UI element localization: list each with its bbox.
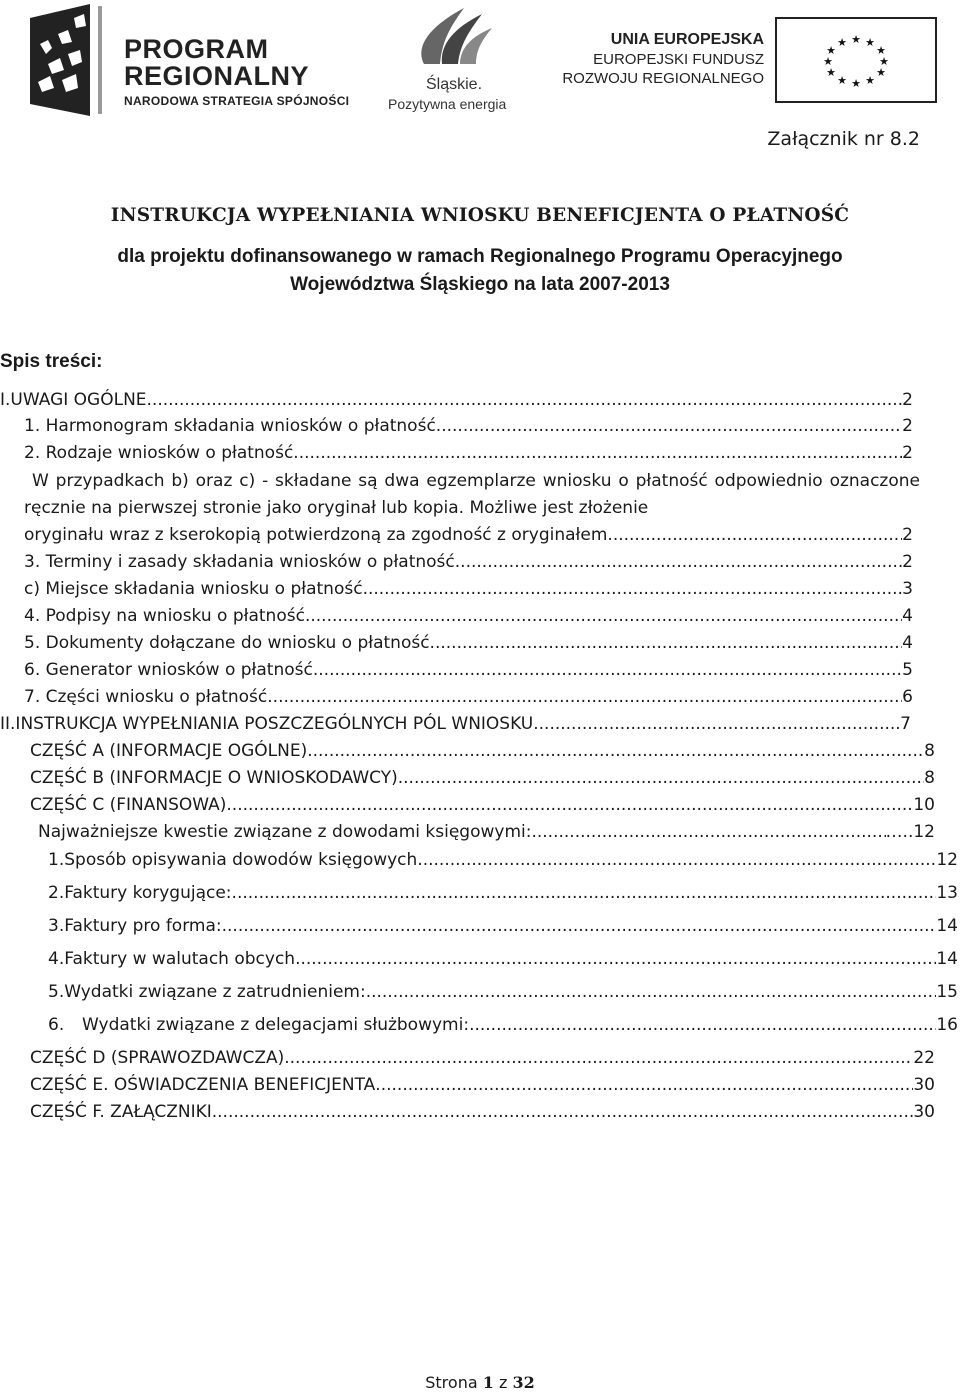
toc-entry-page: 16 (936, 1015, 958, 1035)
toc-entry-text: CZĘŚĆ F. ZAŁĄCZNIKI (30, 1102, 212, 1122)
toc-entry-dokumenty[interactable] (24, 631, 913, 655)
program-regionalny-logo (18, 4, 358, 116)
toc-entry-text: 6. Generator wniosków o płatność (24, 660, 313, 680)
toc-entry-czesci[interactable] (24, 685, 913, 709)
svg-text:★: ★ (865, 74, 875, 87)
toc-entry-rodzaje[interactable] (24, 441, 913, 465)
svg-text:★: ★ (826, 66, 836, 79)
svg-text:★: ★ (837, 74, 847, 87)
svg-text:★: ★ (876, 44, 886, 57)
program-logo-line1: PROGRAM (124, 34, 269, 64)
toc-entry-text: Najważniejsze kwestie związane z dowodami księgowymi: (38, 822, 532, 842)
footer-page-number: 1 (482, 1373, 494, 1392)
svg-text:★: ★ (823, 55, 833, 68)
toc-entry-faktury-pro-forma[interactable] (48, 914, 958, 938)
slaskie-logo (384, 4, 534, 116)
toc-entry-text: CZĘŚĆ E. OŚWIADCZENIA BENEFICJENTA (30, 1075, 376, 1095)
svg-text:★: ★ (879, 55, 889, 68)
toc-entry-page: 10 (913, 795, 935, 815)
toc-entry-page: 30 (913, 1102, 935, 1122)
program-logo-line3: NARODOWA STRATEGIA SPÓJNOŚCI (124, 94, 350, 108)
toc-entry-page: 8 (924, 768, 935, 788)
toc-entry-page: 22 (913, 1048, 935, 1068)
svg-text:★: ★ (851, 77, 861, 90)
toc-entry-page: 8 (924, 741, 935, 761)
toc-entry-text: CZĘŚĆ A (INFORMACJE OGÓLNE) (30, 741, 308, 761)
toc-entry-text: 7. Części wniosku o płatność (24, 687, 268, 707)
toc-entry-text: CZĘŚĆ C (FINANSOWA) (30, 795, 227, 815)
svg-text:★: ★ (876, 66, 886, 79)
toc-paragraph: W przypadkach b) oraz c) - składane są dwa egzemplarze wniosku o płatność odpowiednio oznaczone ręcznie na pierwszej stronie jako oryginał lub kopia. Możliwe jest złożenie (24, 471, 920, 518)
toc-entry-page: 13 (936, 883, 958, 903)
toc-entry-czesc-b[interactable] (30, 766, 935, 790)
toc-entry-czesc-c[interactable] (30, 793, 935, 817)
toc-entry-page: 14 (936, 916, 958, 936)
toc-entry-sposob[interactable] (48, 848, 958, 872)
toc-entry-wydatki-delegacje[interactable] (48, 1013, 958, 1037)
toc-entry-page: 5 (902, 660, 913, 680)
toc-entry-page: 4 (902, 606, 913, 626)
toc-entry-harmonogram[interactable] (24, 414, 913, 438)
toc-entry-number: 2. (48, 883, 65, 903)
toc-entry-page: …..12 (885, 822, 935, 842)
footer-of: z (498, 1373, 508, 1392)
toc-paragraph-last-line[interactable] (24, 523, 913, 547)
toc-entry-number: 4. (48, 949, 65, 969)
toc-entry-uwagi[interactable] (0, 388, 913, 412)
toc-entry-text: Faktury korygujące: (64, 883, 232, 903)
toc-entry-number: 6. (48, 1015, 65, 1035)
toc-entry-czesc-d[interactable] (30, 1046, 935, 1070)
ue-fund-logo-text (554, 30, 764, 100)
document-title: INSTRUKCJA WYPEŁNIANIA WNIOSKU BENEFICJENTA O PŁATNOŚĆ (110, 205, 850, 226)
toc-entry-text: Wydatki związane z delegacjami służbowymi: (82, 1015, 470, 1035)
toc-entry-page: 2 (902, 552, 913, 572)
slaskie-emblem-icon (384, 4, 524, 76)
slaskie-tagline: Pozytywna energia (388, 96, 507, 112)
program-regionalny-emblem-icon (18, 4, 118, 116)
toc-entry-page: 14 (936, 949, 958, 969)
ue-line3: ROZWOJU REGIONALNEGO (562, 70, 764, 87)
toc-entry-text: 1. Harmonogram składania wniosków o płatność (24, 416, 436, 436)
footer-page-total: 32 (512, 1373, 535, 1392)
toc-entry-page: 30 (913, 1075, 935, 1095)
document-subtitle (0, 243, 960, 299)
toc-entry-text: Wydatki związane z zatrudnieniem: (64, 982, 366, 1002)
toc-entry-page: 3 (902, 579, 913, 599)
toc-entry-page: 7 (900, 714, 911, 734)
toc-entry-generator[interactable] (24, 658, 913, 682)
toc-entry-faktury-korygujace[interactable] (48, 881, 958, 905)
page-footer (0, 1373, 960, 1392)
svg-text:★: ★ (826, 44, 836, 57)
toc-entry-text: 4. Podpisy na wniosku o płatność (24, 606, 305, 626)
toc-heading: Spis treści: (0, 351, 103, 372)
toc-entry-page: 6 (902, 687, 913, 707)
toc-entry-number: 3. (48, 916, 65, 936)
program-logo-line2: REGIONALNY (124, 61, 310, 91)
toc-entry-terminy[interactable] (24, 550, 913, 574)
toc-entry-page: 4 (902, 633, 913, 653)
toc-entry-text: Sposób opisywania dowodów księgowych (64, 850, 418, 870)
toc-entry-text: 2. Rodzaje wniosków o płatność (24, 443, 294, 463)
svg-text:★: ★ (837, 36, 847, 49)
ue-line2: EUROPEJSKI FUNDUSZ (593, 51, 764, 68)
toc-entry-page: 2 (902, 416, 913, 436)
toc-entry-page: 2 (902, 443, 913, 463)
toc-entry-text: 3. Terminy i zasady składania wniosków o płatność (24, 552, 455, 572)
toc-entry-wydatki-zatrudnienie[interactable] (48, 980, 958, 1004)
eu-flag-icon (775, 17, 937, 103)
ue-line1: UNIA EUROPEJSKA (610, 31, 764, 48)
toc-entry-text: I.UWAGI OGÓLNE (0, 390, 147, 410)
svg-text:★: ★ (851, 33, 861, 46)
toc-entry-page: 2 (902, 390, 913, 410)
toc-entry-text: CZĘŚĆ B (INFORMACJE O WNIOSKODAWCY) (30, 768, 398, 788)
toc-entry-text: c) Miejsce składania wniosku o płatność (24, 579, 363, 599)
svg-text:★: ★ (865, 36, 875, 49)
toc-entry-text: 5. Dokumenty dołączane do wniosku o płatność (24, 633, 430, 653)
toc-entry-page: 15 (936, 982, 958, 1002)
toc-entry-najwazniejsze[interactable] (38, 820, 935, 844)
toc-entry-text: II.INSTRUKCJA WYPEŁNIANIA POSZCZEGÓLNYCH PÓL WNIOSKU (0, 714, 534, 734)
toc-entry-czesc-a[interactable] (30, 739, 935, 763)
toc-entry-page: 12 (936, 850, 958, 870)
toc-entry-text: oryginału wraz z kserokopią potwierdzoną za zgodność z oryginałem. (24, 525, 613, 545)
toc-entry-czesc-f[interactable] (30, 1100, 935, 1124)
annex-label: Załącznik nr 8.2 (767, 128, 920, 150)
subtitle-line2: Województwa Śląskiego na lata 2007-2013 (290, 274, 670, 295)
toc-entry-number: 1. (48, 850, 65, 870)
toc-entry-faktury-walutach[interactable] (48, 947, 958, 971)
toc-entry-text: CZĘŚĆ D (SPRAWOZDAWCZA) (30, 1048, 285, 1068)
footer-prefix: Strona (425, 1373, 478, 1392)
subtitle-line1: dla projektu dofinansowanego w ramach Regionalnego Programu Operacyjnego (117, 246, 843, 267)
toc-entry-czesc-e[interactable] (30, 1073, 935, 1097)
toc-entry-page: 2 (902, 525, 913, 545)
toc-entry-number: 5. (48, 982, 65, 1002)
slaskie-name: Śląskie. (426, 76, 483, 93)
toc-entry-miejsce[interactable] (24, 577, 913, 601)
toc-entry-podpisy[interactable] (24, 604, 913, 628)
toc-entry-text: Faktury w walutach obcych (64, 949, 296, 969)
toc-entry-text: Faktury pro forma: (64, 916, 222, 936)
toc-entry-instrukcja[interactable] (0, 712, 911, 736)
